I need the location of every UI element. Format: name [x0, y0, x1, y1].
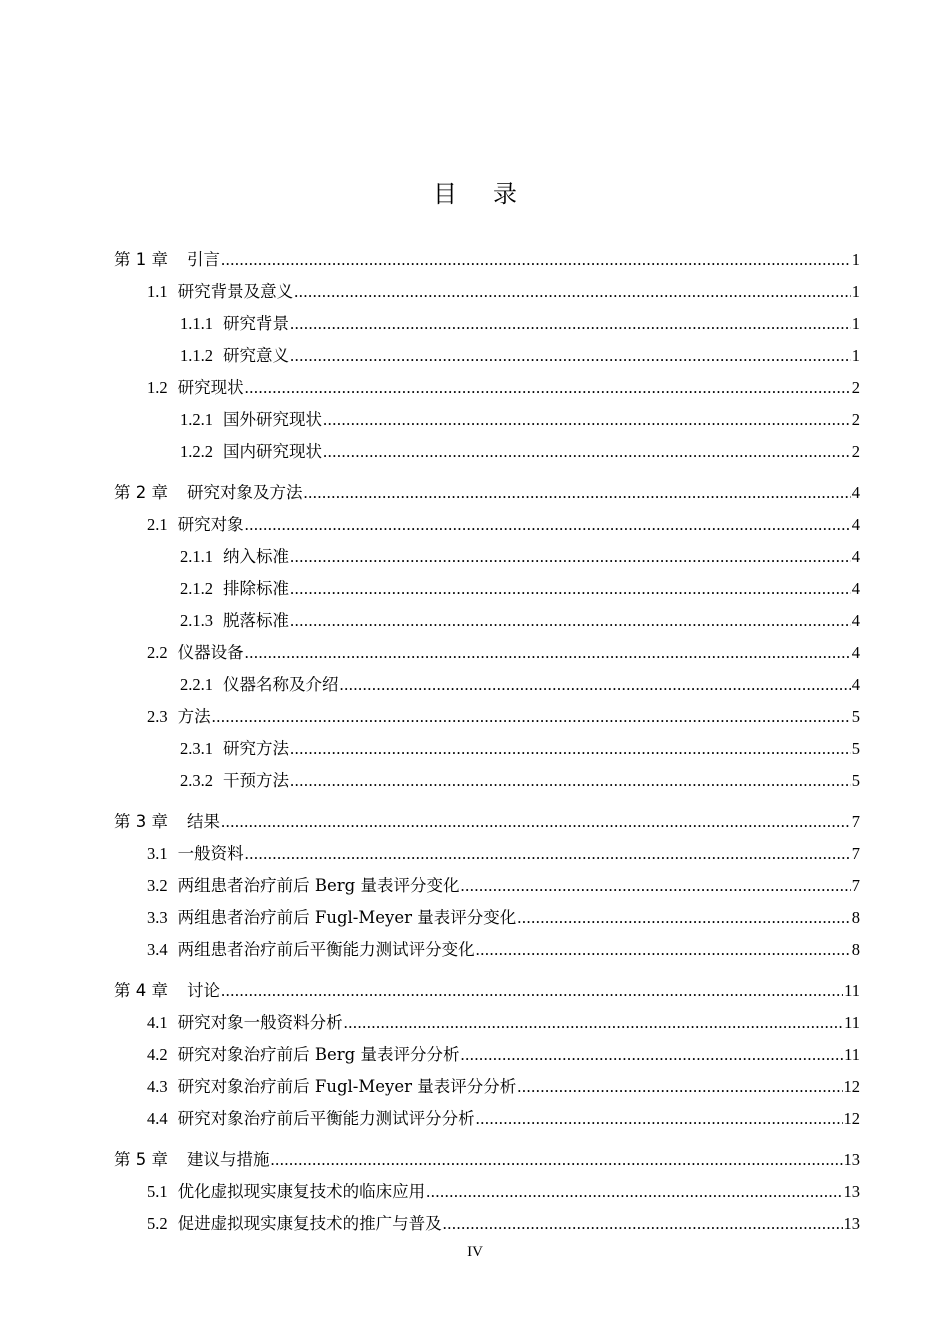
toc-dot-leader: [294, 276, 851, 308]
toc-entry-page: 13: [843, 1214, 860, 1233]
toc-entry-title: 两组患者治疗前后平衡能力测试评分变化: [177, 940, 475, 959]
toc-dot-leader: [221, 806, 851, 838]
toc-entry-page: 5: [851, 771, 860, 790]
toc-entry-page: 11: [844, 1045, 860, 1064]
toc-entry-number: 4.2: [147, 1045, 168, 1064]
toc-dot-leader: [245, 637, 851, 669]
toc-chapter-entry[interactable]: [114, 1144, 860, 1176]
toc-entry-page: 4: [851, 483, 860, 502]
toc-entry-number: 4.3: [147, 1077, 168, 1096]
toc-section-entry[interactable]: [114, 605, 860, 637]
toc-entry-page: 8: [851, 940, 860, 959]
table-of-contents: [114, 244, 860, 1240]
toc-section-entry[interactable]: [114, 340, 860, 372]
toc-dot-leader: [290, 733, 851, 765]
toc-entry-title: 国内研究现状: [223, 442, 322, 461]
toc-entry-page: 13: [843, 1150, 860, 1169]
toc-entry-page: 8: [851, 908, 860, 927]
toc-entry-number: 2.3.1: [180, 739, 213, 758]
toc-entry-title: 研究现状: [177, 378, 244, 397]
toc-dot-leader: [344, 1007, 843, 1039]
toc-section-entry[interactable]: [114, 870, 860, 902]
toc-section-entry[interactable]: [114, 902, 860, 934]
toc-entry-page: 4: [851, 547, 860, 566]
toc-entry-number: 1.2.1: [180, 410, 213, 429]
toc-section-entry[interactable]: [114, 701, 860, 733]
toc-entry-title: 研究对象及方法: [187, 483, 303, 502]
toc-entry-title: 研究对象治疗前后 Berg 量表评分分析: [177, 1045, 460, 1064]
toc-entry-page: 11: [844, 1013, 860, 1032]
toc-dot-leader: [221, 244, 851, 276]
toc-entry-number: 2.3: [147, 707, 168, 726]
toc-entry-title: 方法: [177, 707, 211, 726]
toc-dot-leader: [460, 1039, 843, 1071]
toc-entry-number: 2.1: [147, 515, 168, 534]
toc-section-entry[interactable]: [114, 276, 860, 308]
toc-chapter-entry[interactable]: [114, 244, 860, 276]
toc-dot-leader: [245, 838, 851, 870]
toc-dot-leader: [290, 308, 851, 340]
toc-chapter-entry[interactable]: [114, 806, 860, 838]
toc-section-entry[interactable]: [114, 573, 860, 605]
toc-entry-number: 2.2.1: [180, 675, 213, 694]
toc-entry-title: 建议与措施: [187, 1150, 270, 1169]
toc-entry-page: 4: [851, 611, 860, 630]
toc-entry-page: 7: [851, 812, 860, 831]
toc-entry-title: 优化虚拟现实康复技术的临床应用: [177, 1182, 426, 1201]
toc-entry-title: 研究背景: [223, 314, 289, 333]
toc-entry-title: 结果: [187, 812, 220, 831]
toc-entry-page: 1: [851, 314, 860, 333]
toc-dot-leader: [476, 1103, 843, 1135]
toc-entry-page: 12: [843, 1077, 860, 1096]
toc-entry-title: 研究意义: [223, 346, 289, 365]
toc-entry-page: 5: [851, 707, 860, 726]
toc-entry-number: 第 5 章: [114, 1150, 168, 1169]
toc-section-entry[interactable]: [114, 637, 860, 669]
toc-dot-leader: [221, 975, 843, 1007]
toc-entry-title: 脱落标准: [223, 611, 289, 630]
toc-entry-number: 4.1: [147, 1013, 168, 1032]
toc-entry-title: 研究背景及意义: [177, 282, 294, 301]
toc-chapter-entry[interactable]: [114, 975, 860, 1007]
toc-section-entry[interactable]: [114, 838, 860, 870]
toc-entry-number: 1.1.1: [180, 314, 213, 333]
toc-entry-number: 1.2: [147, 378, 168, 397]
toc-dot-leader: [245, 372, 851, 404]
toc-section-entry[interactable]: [114, 436, 860, 468]
toc-section-entry[interactable]: [114, 934, 860, 966]
toc-entry-number: 2.1.2: [180, 579, 213, 598]
toc-dot-leader: [340, 669, 851, 701]
toc-dot-leader: [323, 436, 851, 468]
toc-entry-number: 2.3.2: [180, 771, 213, 790]
toc-section-entry[interactable]: [114, 1176, 860, 1208]
toc-entry-title: 仪器名称及介绍: [223, 675, 339, 694]
toc-entry-number: 2.1.1: [180, 547, 213, 566]
toc-section-entry[interactable]: [114, 669, 860, 701]
toc-dot-leader: [290, 541, 851, 573]
toc-entry-title: 两组患者治疗前后 Berg 量表评分变化: [177, 876, 460, 895]
toc-entry-title: 纳入标准: [223, 547, 289, 566]
toc-entry-number: 2.2: [147, 643, 168, 662]
toc-dot-leader: [290, 765, 851, 797]
toc-entry-title: 研究对象治疗前后平衡能力测试评分分析: [177, 1109, 475, 1128]
toc-entry-title: 研究方法: [223, 739, 289, 758]
toc-entry-number: 2.1.3: [180, 611, 213, 630]
toc-dot-leader: [460, 870, 850, 902]
toc-entry-page: 4: [851, 675, 860, 694]
toc-entry-title: 促进虚拟现实康复技术的推广与普及: [177, 1214, 442, 1233]
toc-entry-page: 4: [851, 643, 860, 662]
toc-section-entry[interactable]: [114, 1103, 860, 1135]
toc-entry-title: 研究对象一般资料分析: [177, 1013, 343, 1032]
toc-dot-leader: [426, 1176, 842, 1208]
toc-entry-title: 干预方法: [223, 771, 289, 790]
toc-entry-number: 第 1 章: [114, 250, 168, 269]
toc-entry-number: 3.3: [147, 908, 168, 927]
toc-entry-page: 4: [851, 515, 860, 534]
toc-section-entry[interactable]: [114, 1208, 860, 1240]
toc-dot-leader: [271, 1144, 843, 1176]
toc-entry-number: 1.1.2: [180, 346, 213, 365]
toc-section-entry[interactable]: [114, 509, 860, 541]
toc-section-entry[interactable]: [114, 308, 860, 340]
toc-dot-leader: [212, 701, 851, 733]
toc-dot-leader: [290, 605, 851, 637]
toc-entry-title: 研究对象: [177, 515, 244, 534]
toc-dot-leader: [443, 1208, 843, 1240]
toc-dot-leader: [304, 477, 851, 509]
toc-entry-number: 5.2: [147, 1214, 168, 1233]
toc-entry-number: 第 3 章: [114, 812, 168, 831]
toc-dot-leader: [290, 573, 851, 605]
toc-section-entry[interactable]: [114, 404, 860, 436]
toc-entry-page: 1: [851, 282, 860, 301]
toc-section-entry[interactable]: [114, 372, 860, 404]
toc-dot-leader: [290, 340, 851, 372]
toc-entry-number: 3.1: [147, 844, 168, 863]
toc-entry-page: 7: [851, 844, 860, 863]
toc-section-entry[interactable]: [114, 1071, 860, 1103]
toc-entry-title: 一般资料: [177, 844, 244, 863]
toc-entry-number: 3.4: [147, 940, 168, 959]
toc-entry-number: 第 4 章: [114, 981, 168, 1000]
toc-entry-page: 2: [851, 410, 860, 429]
toc-dot-leader: [476, 934, 851, 966]
toc-entry-number: 1.1: [147, 282, 168, 301]
toc-entry-number: 4.4: [147, 1109, 168, 1128]
toc-dot-leader: [323, 404, 851, 436]
toc-entry-page: 5: [851, 739, 860, 758]
toc-entry-title: 仪器设备: [177, 643, 244, 662]
toc-entry-title: 讨论: [187, 981, 220, 1000]
toc-entry-page: 12: [843, 1109, 860, 1128]
toc-entry-title: 两组患者治疗前后 Fugl-Meyer 量表评分变化: [177, 908, 517, 927]
toc-entry-page: 4: [851, 579, 860, 598]
toc-section-entry[interactable]: [114, 1039, 860, 1071]
toc-entry-title: 国外研究现状: [223, 410, 322, 429]
page-number: IV: [467, 1244, 483, 1260]
toc-dot-leader: [517, 1071, 842, 1103]
toc-entry-number: 1.2.2: [180, 442, 213, 461]
toc-entry-page: 1: [851, 250, 860, 269]
toc-entry-page: 7: [851, 876, 860, 895]
toc-chapter-entry[interactable]: [114, 477, 860, 509]
toc-entry-page: 2: [851, 442, 860, 461]
toc-section-entry[interactable]: [114, 733, 860, 765]
toc-entry-page: 11: [844, 981, 860, 1000]
toc-entry-page: 13: [843, 1182, 860, 1201]
toc-dot-leader: [245, 509, 851, 541]
toc-dot-leader: [517, 902, 851, 934]
toc-entry-title: 引言: [187, 250, 220, 269]
toc-entry-page: 2: [851, 378, 860, 397]
toc-entry-number: 3.2: [147, 876, 168, 895]
toc-entry-number: 第 2 章: [114, 483, 168, 502]
toc-entry-title: 排除标准: [223, 579, 289, 598]
toc-section-entry[interactable]: [114, 765, 860, 797]
toc-entry-title: 研究对象治疗前后 Fugl-Meyer 量表评分分析: [177, 1077, 517, 1096]
toc-entry-number: 5.1: [147, 1182, 168, 1201]
page-title: 目录: [433, 180, 553, 208]
toc-entry-page: 1: [851, 346, 860, 365]
toc-section-entry[interactable]: [114, 541, 860, 573]
toc-section-entry[interactable]: [114, 1007, 860, 1039]
